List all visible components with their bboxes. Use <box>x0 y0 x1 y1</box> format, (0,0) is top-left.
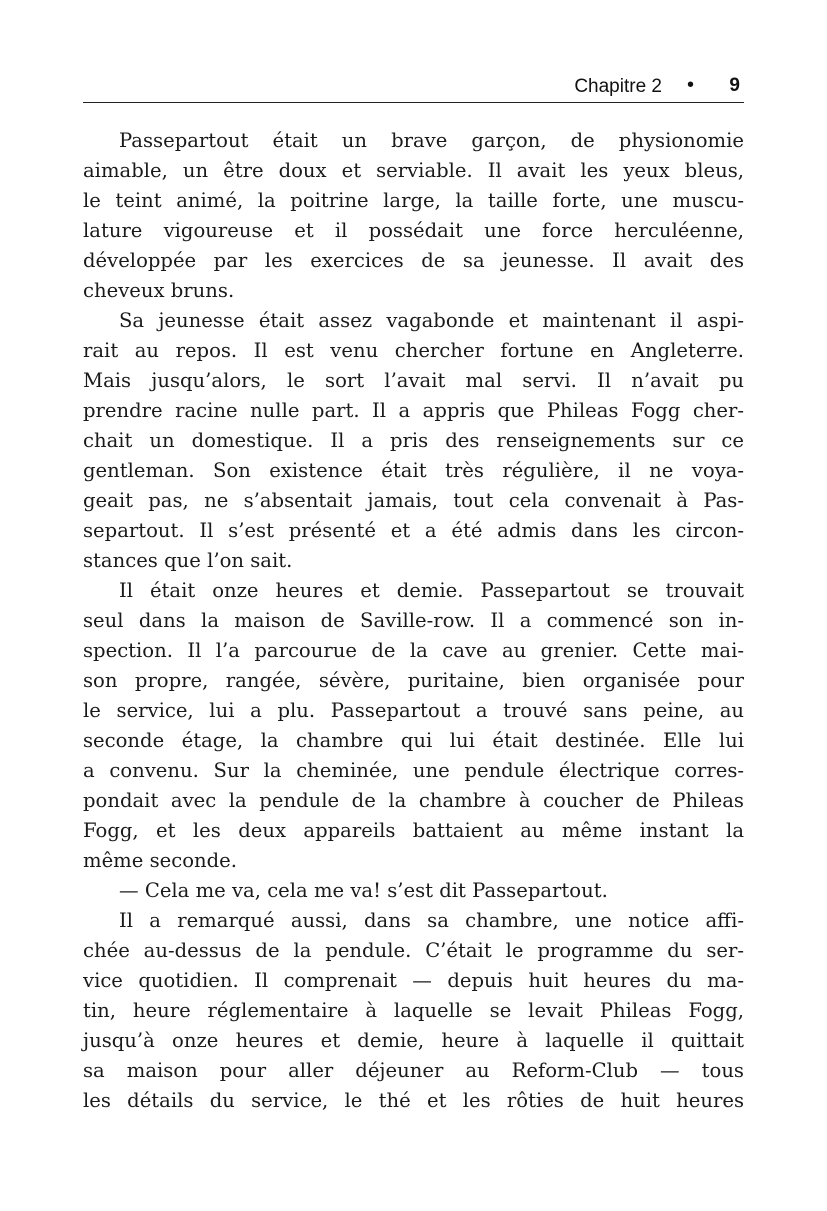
text-line: Il était onze heures et demie. Passepartout se trouvait <box>119 579 744 602</box>
dialogue-line: — Cela me va, cela me va! s’est dit Passepartout. <box>119 879 608 902</box>
body-text <box>83 126 744 1116</box>
text-line: Passepartout était un brave garçon, de physionomie <box>119 129 744 152</box>
text-line: chée au-dessus de la pendule. C’était le programme du ser- <box>83 939 744 962</box>
text-line: pondait avec la pendule de la chambre à coucher de Phileas <box>83 789 744 812</box>
text-line: separtout. Il s’est présenté et a été admis dans les circon- <box>83 519 744 542</box>
text-line: son propre, rangée, sévère, puritaine, bien organisée pour <box>83 669 744 692</box>
header-rule <box>83 102 744 103</box>
text-line: prendre racine nulle part. Il a appris que Phileas Fogg cher- <box>83 399 744 422</box>
text-line: aimable, un être doux et serviable. Il avait les yeux bleus, <box>83 159 744 182</box>
text-line: le teint animé, la poitrine large, la taille forte, une muscu- <box>83 189 744 212</box>
text-line: développée par les exercices de sa jeunesse. Il avait des <box>83 249 744 272</box>
text-line: geait pas, ne s’absentait jamais, tout cela convenait à Pas- <box>83 489 744 512</box>
text-line: cheveux bruns. <box>83 279 235 302</box>
text-line: seconde étage, la chambre qui lui était destinée. Elle lui <box>83 729 744 752</box>
text-line: gentleman. Son existence était très régulière, il ne voya- <box>83 459 744 482</box>
text-line: lature vigoureuse et il possédait une force herculéenne, <box>83 219 744 242</box>
text-line: chait un domestique. Il a pris des renseignements sur ce <box>83 429 744 452</box>
text-line: tin, heure réglementaire à laquelle se levait Phileas Fogg, <box>83 999 744 1022</box>
text-line: spection. Il l’a parcourue de la cave au grenier. Cette mai- <box>83 639 744 662</box>
text-line: Il a remarqué aussi, dans sa chambre, une notice affi- <box>119 909 744 932</box>
text-line: stances que l’on sait. <box>83 549 293 572</box>
text-line: Fogg, et les deux appareils battaient au même instant la <box>83 819 744 842</box>
text-line: a convenu. Sur la cheminée, une pendule électrique corres- <box>83 759 744 782</box>
text-line: vice quotidien. Il comprenait — depuis huit heures du ma- <box>83 969 744 992</box>
text-line: rait au repos. Il est venu chercher fortune en Angleterre. <box>83 339 744 362</box>
separator-bullet: • <box>686 74 694 96</box>
text-line: Sa jeunesse était assez vagabonde et maintenant il aspi- <box>119 309 744 332</box>
text-line: jusqu’à onze heures et demie, heure à laquelle il quittait <box>83 1029 744 1052</box>
text-line: sa maison pour aller déjeuner au Reform-Club — tous <box>83 1059 744 1082</box>
running-header <box>83 72 744 100</box>
text-line: même seconde. <box>83 849 237 872</box>
text-line: les détails du service, le thé et les rôties de huit heures <box>83 1089 744 1112</box>
text-line: seul dans la maison de Saville-row. Il a commencé son in- <box>83 609 744 632</box>
chapter-title: Chapitre 2 <box>574 76 662 97</box>
page-number: 9 <box>729 75 740 96</box>
text-line: Mais jusqu’alors, le sort l’avait mal servi. Il n’avait pu <box>83 369 744 392</box>
text-line: le service, lui a plu. Passepartout a trouvé sans peine, au <box>83 699 744 722</box>
